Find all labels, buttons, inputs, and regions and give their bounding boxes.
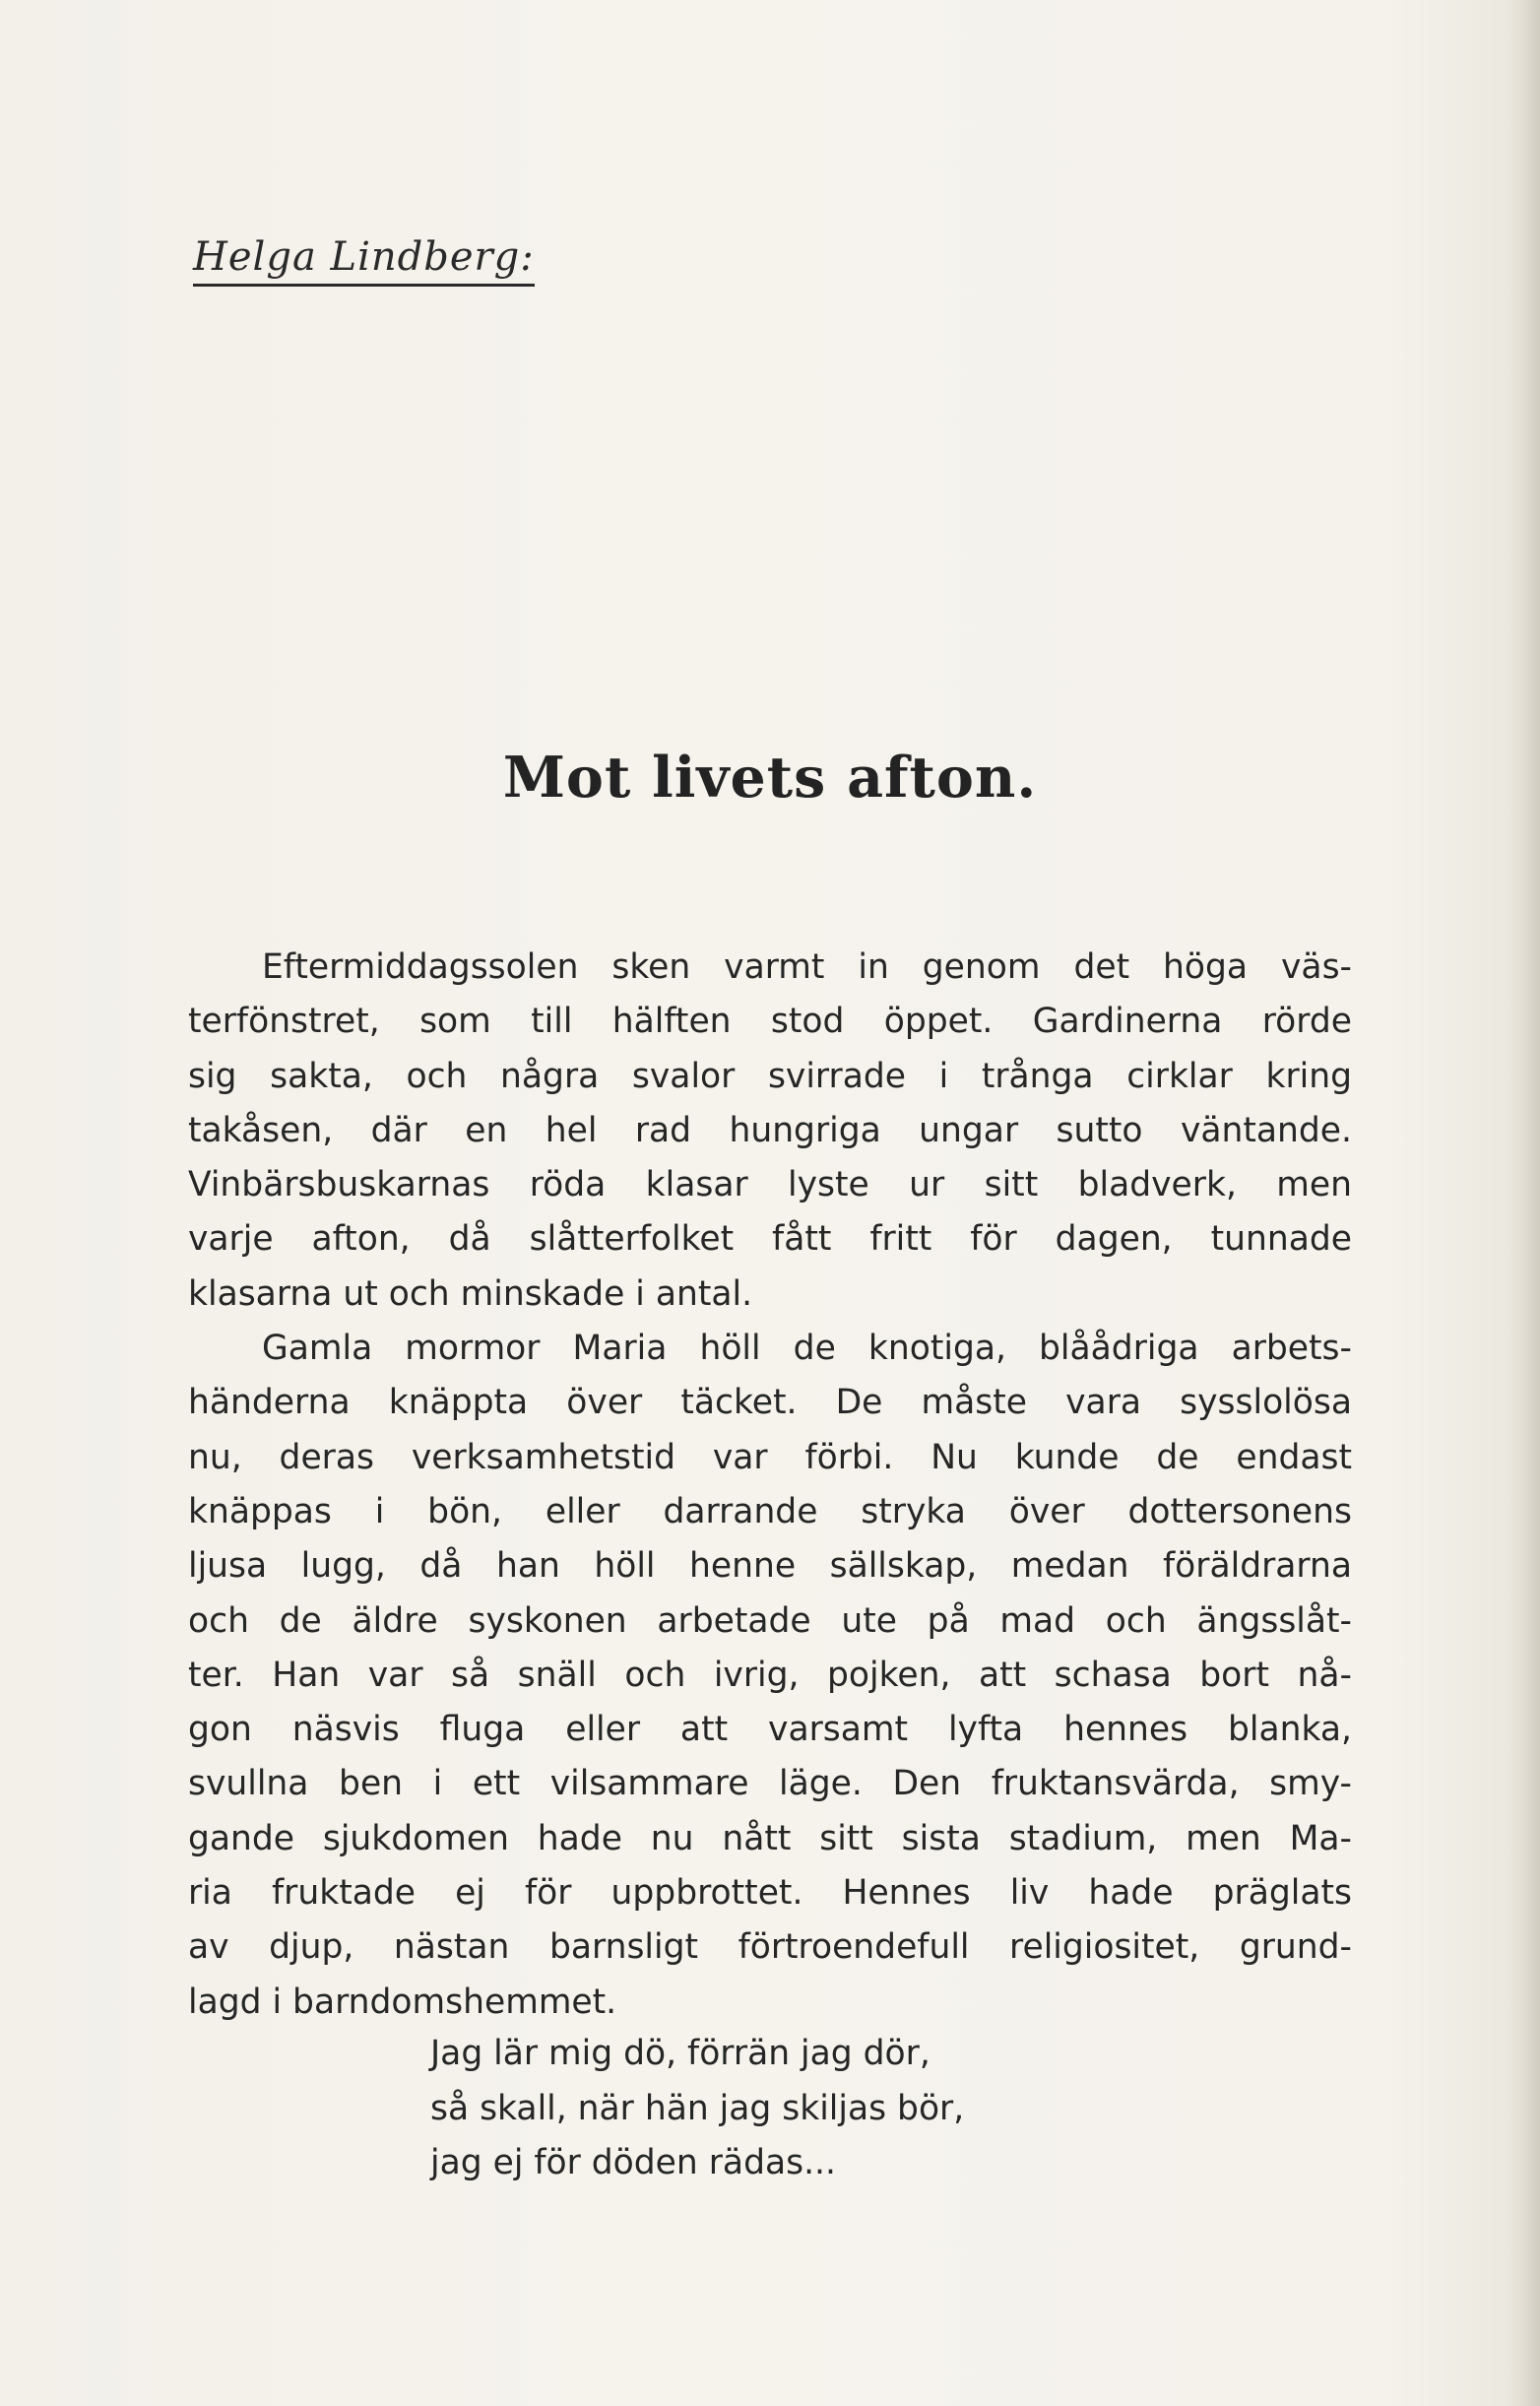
text-line: sig sakta, och några svalor svirrade i trånga cirklar kring — [188, 1056, 1352, 1096]
text-line: varje afton, då slåtterfolket fått fritt för dagen, tunnade — [188, 1219, 1352, 1260]
text-line: ter. Han var så snäll och ivrig, pojken, att schasa bort nå- — [188, 1655, 1352, 1695]
text-line: terfönstret, som till hälften stod öppet. Gardinerna rörde — [188, 1002, 1352, 1042]
text-line: svullna ben i ett vilsammare läge. Den fruktansvärda, smy- — [188, 1764, 1352, 1804]
text-line: ljusa lugg, då han höll henne sällskap, medan föräldrarna — [188, 1546, 1352, 1587]
text-line: knäppas i bön, eller darrande stryka över dottersonens — [188, 1491, 1352, 1531]
verse-line: jag ej för döden rädas... — [430, 2143, 836, 2182]
text-line: Vinbärsbuskarnas röda klasar lyste ur sitt bladverk, men — [188, 1165, 1352, 1205]
author-name: Helga Lindberg: — [193, 234, 535, 287]
body-text — [188, 941, 1352, 2030]
verse-line: så skall, när hän jag skiljas bör, — [430, 2088, 965, 2128]
text-line: nu, deras verksamhetstid var förbi. Nu kunde de endast — [188, 1437, 1352, 1477]
text-line: ria fruktade ej för uppbrottet. Hennes liv hade präglats — [188, 1873, 1352, 1914]
text-line: gande sjukdomen hade nu nått sitt sista stadium, men Ma- — [188, 1818, 1352, 1858]
text-line: och de äldre syskonen arbetade ute på mad och ängsslåt- — [188, 1600, 1352, 1641]
verse-quote — [430, 2027, 964, 2191]
verse-line: Jag lär mig dö, förrän jag dör, — [430, 2034, 930, 2073]
text-line: av djup, nästan barnsligt förtroendefull religiositet, grund- — [188, 1927, 1352, 1968]
text-line: händerna knäppta över täcket. De måste vara sysslolösa — [188, 1383, 1352, 1423]
text-line: Eftermiddagssolen sken varmt in genom det höga väs- — [262, 947, 1352, 987]
text-line: lagd i barndomshemmet. — [188, 1982, 617, 2022]
text-line: takåsen, där en hel rad hungriga ungar sutto väntande. — [188, 1110, 1352, 1150]
text-line: klasarna ut och minskade i antal. — [188, 1273, 753, 1314]
text-line: Gamla mormor Maria höll de knotiga, blåådriga arbets- — [262, 1329, 1352, 1369]
page-edge-shadow — [1507, 0, 1540, 2406]
text-line: gon näsvis fluga eller att varsamt lyfta hennes blanka, — [188, 1710, 1352, 1750]
chapter-title: Mot livets afton. — [502, 745, 1038, 811]
